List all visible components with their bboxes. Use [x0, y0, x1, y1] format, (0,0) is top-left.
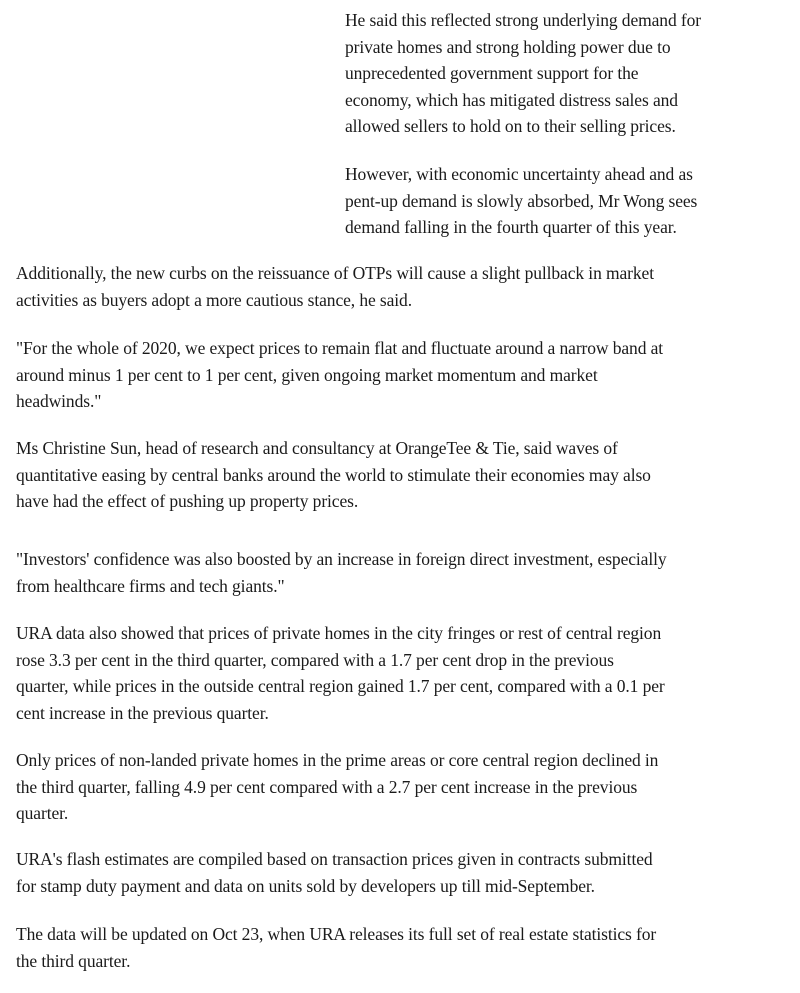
- text-line: Additionally, the new curbs on the reissuance of OTPs will cause a slight pullback in market: [16, 263, 654, 283]
- text-line: headwinds.": [16, 391, 102, 411]
- paragraph-price-forecast-quote: [16, 335, 786, 415]
- paragraph-christine-sun: [16, 435, 786, 515]
- text-line: URA's flash estimates are compiled based on transaction prices given in contracts submitted: [16, 849, 653, 869]
- text-line: quantitative easing by central banks around the world to stimulate their economies may also: [16, 464, 651, 485]
- text-line: However, with economic uncertainty ahead and as: [345, 164, 693, 184]
- paragraph-investor-confidence-quote: [16, 546, 786, 599]
- text-line: pent-up demand is slowly absorbed, Mr Wong sees: [345, 190, 698, 211]
- text-line: URA data also showed that prices of private homes in the city fringes or rest of central region: [16, 623, 662, 643]
- text-line: Only prices of non-landed private homes in the prime areas or core central region declined in: [16, 750, 659, 770]
- text-line: quarter, while prices in the outside central region gained 1.7 per cent, compared with a 0.1 per: [16, 676, 665, 696]
- paragraph-ura-regional-data: [16, 620, 786, 726]
- text-line: allowed sellers to hold on to their selling prices.: [345, 116, 676, 136]
- text-line: the third quarter, falling 4.9 per cent compared with a 2.7 per cent increase in the previous: [16, 776, 638, 797]
- text-line: private homes and strong holding power due to: [345, 36, 671, 57]
- paragraph-demand-holding-power: [345, 7, 745, 140]
- text-line: quarter.: [16, 803, 69, 823]
- text-line: for stamp duty payment and data on units sold by developers up till mid-September.: [16, 875, 595, 896]
- text-line: rose 3.3 per cent in the third quarter, compared with a 1.7 per cent drop in the previous: [16, 649, 614, 670]
- text-line: He said this reflected strong underlying demand for: [345, 10, 701, 30]
- text-line: from healthcare firms and tech giants.": [16, 575, 285, 596]
- text-line: economy, which has mitigated distress sales and: [345, 89, 678, 110]
- text-line: "Investors' confidence was also boosted by an increase in foreign direct investment, especially: [16, 549, 667, 569]
- paragraph-core-central-decline: [16, 747, 786, 827]
- text-line: the third quarter.: [16, 950, 131, 971]
- text-line: unprecedented government support for the: [345, 63, 639, 83]
- text-line: cent increase in the previous quarter.: [16, 702, 269, 723]
- paragraph-economic-uncertainty: [345, 161, 745, 241]
- paragraph-otp-curbs: [16, 260, 786, 313]
- text-line: Ms Christine Sun, head of research and consultancy at OrangeTee & Tie, said waves of: [16, 438, 618, 458]
- paragraph-data-update: [16, 921, 786, 974]
- text-line: activities as buyers adopt a more cautious stance, he said.: [16, 289, 412, 310]
- text-line: demand falling in the fourth quarter of this year.: [345, 217, 677, 237]
- text-line: The data will be updated on Oct 23, when URA releases its full set of real estate statistics for: [16, 924, 657, 944]
- text-line: around minus 1 per cent to 1 per cent, given ongoing market momentum and market: [16, 364, 598, 385]
- text-line: have had the effect of pushing up property prices.: [16, 491, 359, 511]
- paragraph-flash-estimates: [16, 846, 786, 899]
- text-line: "For the whole of 2020, we expect prices to remain flat and fluctuate around a narrow band at: [16, 338, 664, 358]
